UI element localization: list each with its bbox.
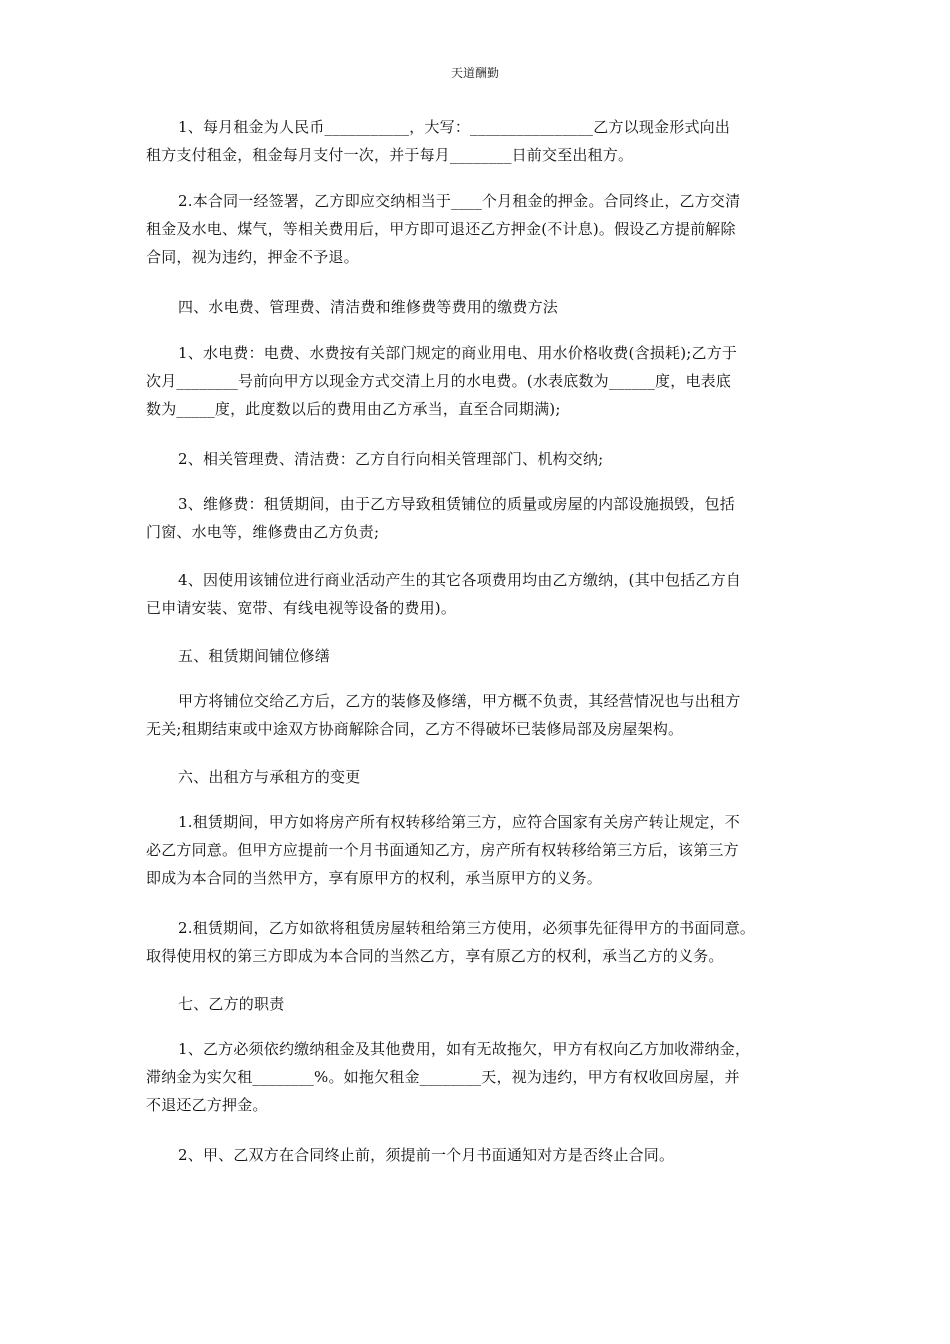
paragraph-line: 四、水电费、管理费、清洁费和维修费等费用的缴费方法 bbox=[178, 298, 559, 316]
section-heading-party-change bbox=[146, 763, 810, 791]
paragraph-line: 滞纳金为实欠租________%。如拖欠租金________天，视为违约，甲方有权收回房屋，并 bbox=[146, 1068, 740, 1086]
paragraph-line: 门窗、水电等，维修费由乙方负责; bbox=[146, 523, 380, 541]
paragraph-line: 2.本合同一经签署，乙方即应交纳相当于____个月租金的押金。合同终止，乙方交清 bbox=[178, 192, 741, 210]
paragraph-line: 租金及水电、煤气，等相关费用后，甲方即可退还乙方押金(不计息)。假设乙方提前解除 bbox=[146, 220, 736, 238]
paragraph-line: 2、甲、乙双方在合同终止前，须提前一个月书面通知对方是否终止合同。 bbox=[178, 1146, 675, 1164]
page-header: 天道酬勤 bbox=[450, 66, 499, 80]
paragraph-line: 1、乙方必须依约缴纳租金及其他费用，如有无故拖欠，甲方有权向乙方加收滞纳金， bbox=[178, 1040, 751, 1058]
paragraph-line: 3、维修费：租赁期间，由于乙方导致租赁铺位的质量或房屋的内部设施损毁，包括 bbox=[178, 495, 735, 513]
paragraph-line: 六、出租方与承租方的变更 bbox=[178, 768, 361, 786]
paragraph-management-fee bbox=[146, 445, 810, 473]
paragraph-line: 即成为本合同的当然甲方，享有原甲方的权利，承当原甲方的义务。 bbox=[146, 869, 603, 887]
paragraph-line: 1、每月租金为人民币___________，大写：________________乙方以现金形式向出 bbox=[178, 118, 731, 136]
paragraph-line: 1、水电费：电费、水费按有关部门规定的商业用电、用水价格收费(含损耗);乙方于 bbox=[178, 344, 738, 362]
paragraph-termination-notice bbox=[146, 1141, 810, 1169]
paragraph-ownership-transfer bbox=[146, 808, 810, 892]
paragraph-line: 甲方将铺位交给乙方后，乙方的装修及修缮，甲方概不负责，其经营情况也与出租方 bbox=[178, 692, 741, 710]
paragraph-sublease bbox=[146, 914, 810, 970]
paragraph-line: 不退还乙方押金。 bbox=[146, 1096, 268, 1114]
paragraph-other-fees bbox=[146, 566, 810, 622]
paragraph-line: 五、租赁期间铺位修缮 bbox=[178, 647, 331, 665]
section-heading-tenant-duties bbox=[146, 990, 810, 1018]
paragraph-line: 1.租赁期间，甲方如将房产所有权转移给第三方，应符合国家有关房产转让规定，不 bbox=[178, 813, 740, 831]
paragraph-line: 取得使用权的第三方即成为本合同的当然乙方，享有原乙方的权利，承当乙方的义务。 bbox=[146, 947, 724, 965]
paragraph-late-payment bbox=[146, 1035, 810, 1119]
paragraph-line: 2、相关管理费、清洁费：乙方自行向相关管理部门、机构交纳; bbox=[178, 450, 604, 468]
paragraph-deposit bbox=[146, 187, 810, 271]
paragraph-line: 无关;租期结束或中途双方协商解除合同，乙方不得破坏已装修局部及房屋架构。 bbox=[146, 720, 684, 738]
paragraph-line: 数为_____度，此度数以后的费用由乙方承当，直至合同期满); bbox=[146, 400, 561, 418]
paragraph-line: 次月________号前向甲方以现金方式交清上月的水电费。(水表底数为______度，电表底 bbox=[146, 372, 732, 390]
paragraph-line: 4、因使用该铺位进行商业活动产生的其它各项费用均由乙方缴纳，(其中包括乙方自 bbox=[178, 571, 741, 589]
paragraph-renovation bbox=[146, 687, 810, 743]
section-heading-repairs bbox=[146, 642, 810, 670]
paragraph-line: 七、乙方的职责 bbox=[178, 995, 285, 1013]
paragraph-line: 2.租赁期间，乙方如欲将租赁房屋转租给第三方使用，必须事先征得甲方的书面同意。 bbox=[178, 919, 756, 937]
paragraph-line: 租方支付租金，租金每月支付一次，并于每月________日前交至出租方。 bbox=[146, 146, 634, 164]
section-heading-fees bbox=[146, 293, 810, 321]
paragraph-line: 必乙方同意。但甲方应提前一个月书面通知乙方，房产所有权转移给第三方后，该第三方 bbox=[146, 841, 739, 859]
paragraph-line: 已申请安装、宽带、有线电视等设备的费用)。 bbox=[146, 599, 457, 617]
paragraph-utilities bbox=[146, 339, 810, 423]
paragraph-rent-amount bbox=[146, 113, 810, 169]
paragraph-maintenance bbox=[146, 490, 810, 546]
paragraph-line: 合同，视为违约，押金不予退。 bbox=[146, 248, 359, 266]
